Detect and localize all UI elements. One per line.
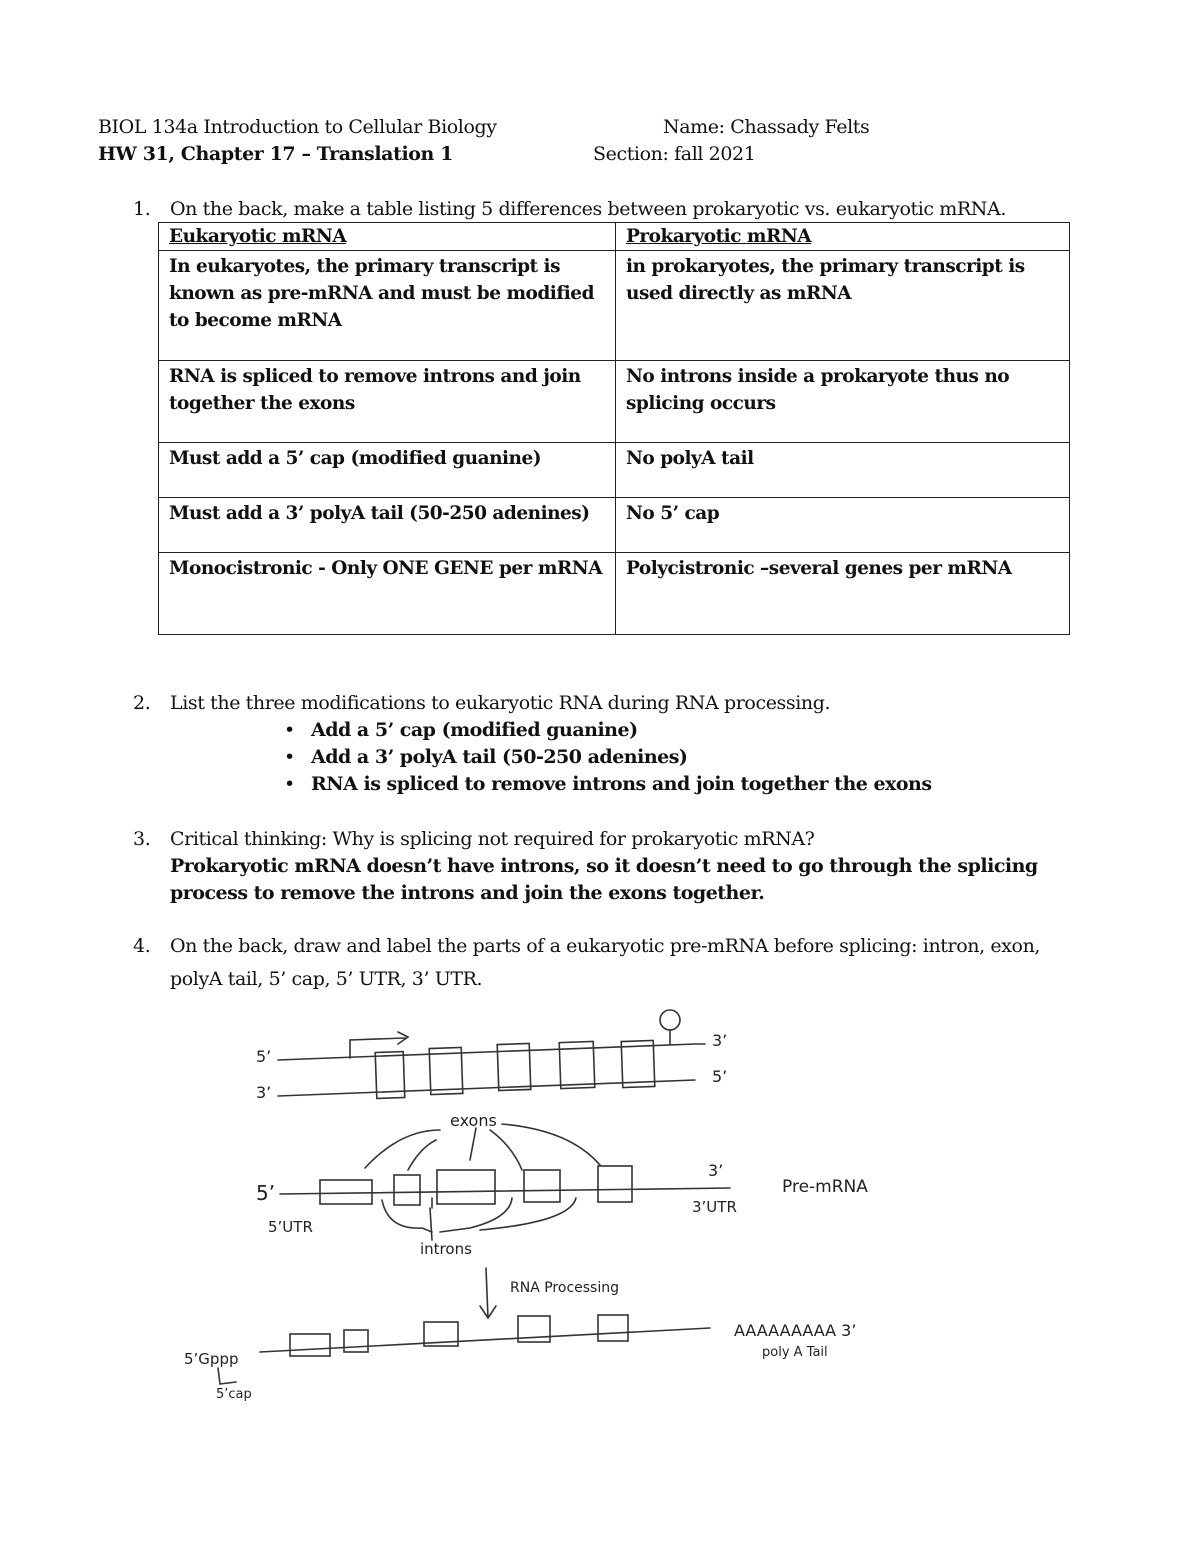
- table-row: [159, 361, 1070, 443]
- dna-strands: [278, 1010, 705, 1098]
- exon-arcs: [365, 1124, 600, 1170]
- table-row: [159, 251, 1070, 361]
- dna-3-label: 3’: [256, 1083, 272, 1102]
- question-3-answer-line-2: process to remove the introns and join the exons together.: [170, 882, 765, 904]
- pre-5-label: 5’: [256, 1181, 276, 1205]
- question-3-number: 3.: [133, 828, 151, 850]
- cap-label: 5’cap: [216, 1387, 252, 1402]
- assignment-title: HW 31, Chapter 17 – Translation 1: [98, 143, 453, 165]
- question-2-number: 2.: [133, 692, 151, 714]
- bullet-dot: •: [284, 719, 296, 741]
- question-4-prompt-line-1: On the back, draw and label the parts of a eukaryotic pre-mRNA before splicing: intron, exon,: [170, 935, 1041, 957]
- table-cell: in prokaryotes, the primary transcript is used directly as mRNA: [616, 251, 1070, 361]
- processing-label: RNA Processing: [510, 1280, 619, 1296]
- table-cell: In eukaryotes, the primary transcript is known as pre-mRNA and must be modified to become mRNA: [159, 251, 616, 361]
- table-cell: RNA is spliced to remove introns and join together the exons: [159, 361, 616, 443]
- table-cell: Monocistronic - Only ONE GENE per mRNA: [159, 553, 616, 635]
- polya-label: poly A Tail: [762, 1345, 828, 1360]
- utr3-label: 3’UTR: [692, 1198, 737, 1216]
- student-name: Name: Chassady Felts: [663, 116, 870, 138]
- introns-label: introns: [420, 1240, 472, 1258]
- dna-5-label: 5’: [256, 1047, 272, 1066]
- mature-mrna-strand: [218, 1315, 710, 1384]
- bullet-dot: •: [284, 746, 296, 768]
- pre-mrna-label: Pre-mRNA: [782, 1177, 868, 1197]
- table-cell: No introns inside a prokaryote thus no splicing occurs: [616, 361, 1070, 443]
- table-header-row: [159, 223, 1070, 251]
- utr5-label: 5’UTR: [268, 1218, 313, 1236]
- pre-mrna-sketch: [150, 1000, 910, 1410]
- table-row: [159, 443, 1070, 498]
- table-cell: Must add a 5’ cap (modified guanine): [159, 443, 616, 498]
- question-2-prompt: List the three modifications to eukaryotic RNA during RNA processing.: [170, 692, 831, 714]
- course-title: BIOL 134a Introduction to Cellular Biology: [98, 116, 497, 138]
- question-4-prompt-line-2: polyA tail, 5’ cap, 5’ UTR, 3’ UTR.: [170, 968, 483, 990]
- question-1-prompt: On the back, make a table listing 5 differences between prokaryotic vs. eukaryotic mRNA.: [170, 198, 1006, 220]
- answer-bullet: Add a 3’ polyA tail (50-250 adenines): [311, 746, 688, 768]
- pre-mrna-strand: [280, 1166, 730, 1205]
- answer-bullet: Add a 5’ cap (modified guanine): [311, 719, 638, 741]
- mrna-differences-table: [158, 222, 1070, 635]
- bullet-dot: •: [284, 773, 296, 795]
- table-row: [159, 553, 1070, 635]
- question-3-prompt: Critical thinking: Why is splicing not required for prokaryotic mRNA?: [170, 828, 815, 850]
- section-label: Section: fall 2021: [593, 143, 756, 165]
- table-cell: Polycistronic –several genes per mRNA: [616, 553, 1070, 635]
- dna-3-right-label: 3’: [712, 1031, 728, 1050]
- polya-tail-text: AAAAAAAAA 3’: [734, 1321, 857, 1340]
- question-1-number: 1.: [133, 198, 151, 220]
- question-4-number: 4.: [133, 935, 151, 957]
- processing-arrow: [480, 1268, 496, 1318]
- table-row: [159, 498, 1070, 553]
- question-3-answer-line-1: Prokaryotic mRNA doesn’t have introns, so it doesn’t need to go through the splicing: [170, 855, 1038, 877]
- header-prokaryotic: Prokaryotic mRNA: [616, 223, 1070, 251]
- dna-5-right-label: 5’: [712, 1067, 728, 1086]
- table-cell: No 5’ cap: [616, 498, 1070, 553]
- exons-label: exons: [450, 1111, 497, 1130]
- pre-3-label: 3’: [708, 1161, 724, 1180]
- cap-ppp-label: 5’Gppp: [184, 1350, 239, 1368]
- table-cell: No polyA tail: [616, 443, 1070, 498]
- answer-bullet: RNA is spliced to remove introns and join together the exons: [311, 773, 932, 795]
- table-cell: Must add a 3’ polyA tail (50-250 adenines): [159, 498, 616, 553]
- header-eukaryotic: Eukaryotic mRNA: [159, 223, 616, 251]
